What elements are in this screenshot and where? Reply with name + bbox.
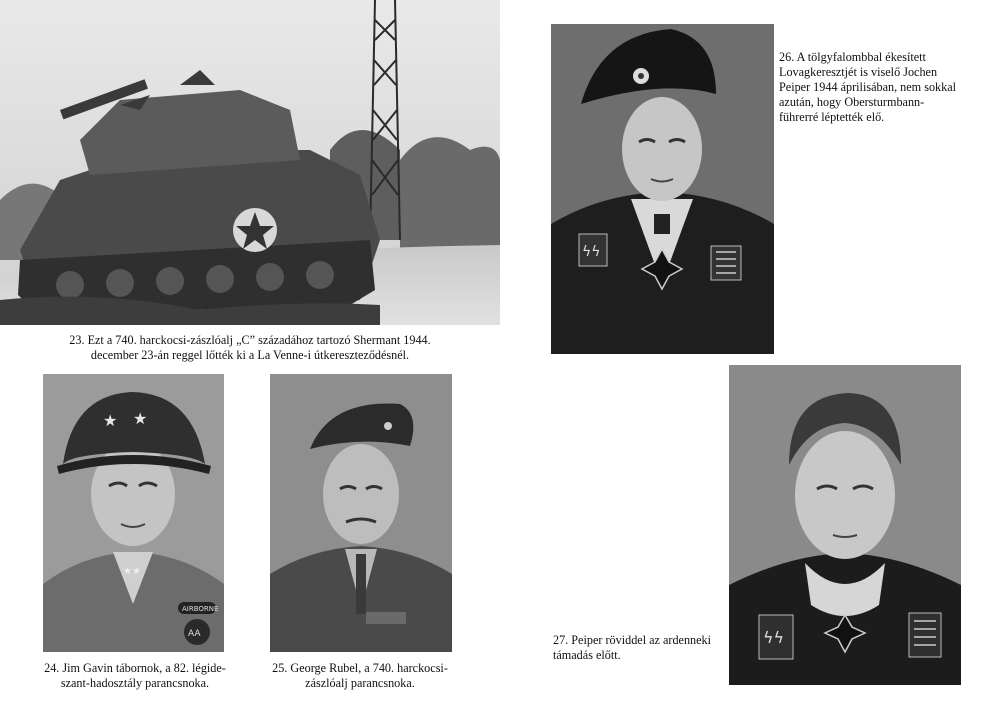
photo-peiper-ardennes (729, 365, 961, 685)
caption-fig25 (250, 661, 470, 691)
caption-fig24-line1: 24. Jim Gavin tábornok, a 82. légide- (44, 661, 226, 675)
caption-fig26-line5: führerré léptették elő. (779, 110, 885, 124)
caption-fig23-line1: 23. Ezt a 740. harckocsi-zászlóalj „C” századához tartozó Shermant 1944. (69, 333, 431, 347)
svg-text:★: ★ (103, 411, 118, 430)
caption-fig25-line1: 25. George Rubel, a 740. harckocsi- (272, 661, 448, 675)
caption-fig26-line2: Lovagkeresztjét is viselő Jochen (779, 65, 938, 79)
aa-patch-text: AA (188, 629, 201, 639)
svg-text:ϟϟ: ϟϟ (763, 628, 785, 647)
caption-fig23-line2: december 23-án reggel lőtték ki a La Venne-i útkereszteződésnél. (90, 348, 410, 362)
caption-fig25-line2: zászlóalj parancsnoka. (305, 676, 415, 690)
caption-fig23 (40, 333, 460, 363)
caption-fig24-line2: szant-hadosztály parancsnoka. (60, 676, 210, 690)
svg-text:★★: ★★ (123, 566, 141, 577)
svg-text:ϟϟ: ϟϟ (582, 244, 601, 260)
caption-fig27-line2: támadás előtt. (553, 648, 621, 662)
caption-fig26-line3: Peiper 1944 áprilisában, nem sokkal (779, 80, 957, 94)
caption-fig26-line1: 26. A tölgyfalombbal ékesített (779, 50, 926, 64)
caption-fig26-line4: azután, hogy Obersturmbann- (779, 95, 925, 109)
caption-fig24 (25, 661, 245, 691)
caption-fig26 (779, 50, 979, 125)
photo-peiper-1944 (551, 24, 774, 354)
svg-text:★: ★ (133, 409, 148, 428)
airborne-tab-text: AIRBORNE (182, 605, 219, 613)
caption-fig27 (553, 633, 728, 663)
photo-sherman-tank (0, 0, 500, 325)
photo-jim-gavin (43, 374, 224, 652)
caption-fig27-line1: 27. Peiper röviddel az ardenneki (553, 633, 712, 647)
photo-george-rubel (270, 374, 452, 652)
